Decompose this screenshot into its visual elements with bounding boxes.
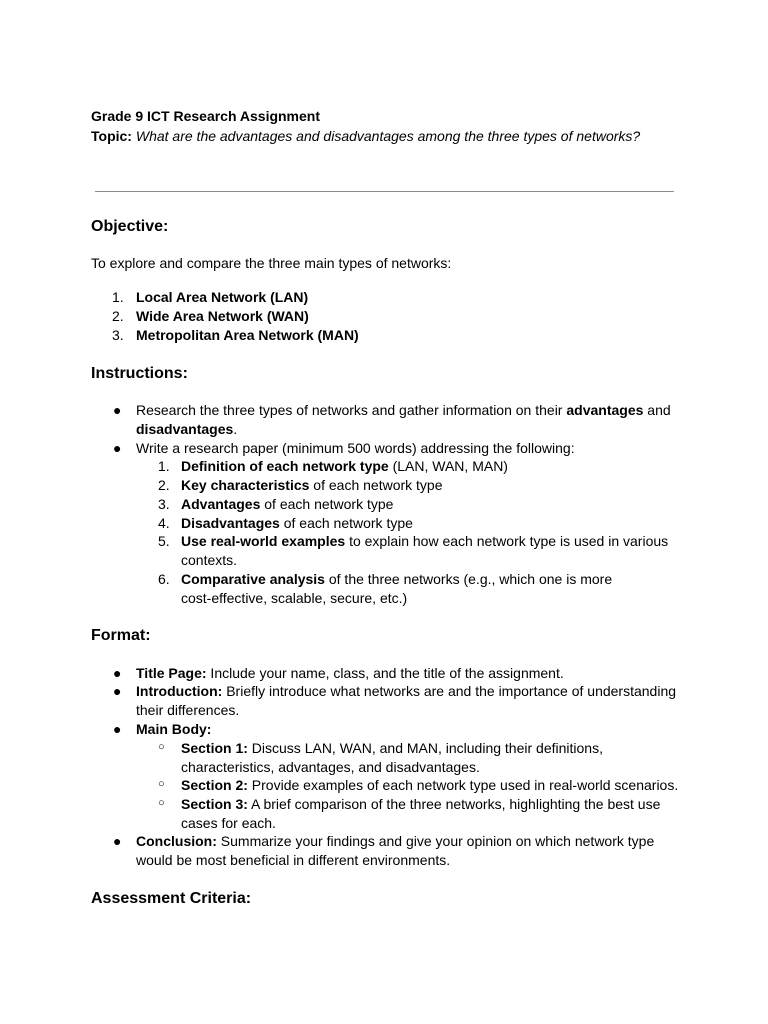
sub-item-cont: cost-effective, scalable, secure, etc.) (181, 590, 408, 606)
item-number: 1. (112, 289, 124, 305)
instruction-bullet-2: Write a research paper (minimum 500 words) addressing the following: (136, 440, 575, 456)
text-bold: Definition of each network type (181, 458, 389, 474)
bullet-icon: ● (113, 833, 122, 849)
sub-item (181, 515, 413, 531)
assessment-heading: Assessment Criteria: (91, 890, 252, 907)
text-bold: disadvantages (136, 421, 234, 437)
sub-item (181, 571, 612, 587)
text-bold: Comparative analysis (181, 571, 325, 587)
sub-item (181, 477, 443, 493)
topic-text: What are the advantages and disadvantages among the three types of networks? (135, 128, 641, 144)
text-bold: Title Page: (136, 665, 207, 681)
circle-bullet-icon: ○ (158, 778, 165, 790)
text-bold: Disadvantages (181, 515, 280, 531)
text-run: Research the three types of networks and gather information on their (136, 402, 567, 418)
bullet-icon: ● (113, 402, 122, 418)
bullet-icon: ● (113, 721, 122, 737)
sub-item-cont: contexts. (181, 552, 238, 568)
format-conclusion-cont: would be most beneficial in different environments. (136, 852, 451, 868)
text-bold: Section 2: (181, 777, 248, 793)
text-run: of each network type (309, 477, 443, 493)
format-conclusion (136, 833, 654, 849)
objective-item (112, 327, 359, 343)
document-title: Grade 9 ICT Research Assignment (91, 108, 321, 124)
format-section (181, 796, 660, 812)
text-bold: Section 1: (181, 740, 248, 756)
format-heading: Format: (91, 627, 151, 644)
objective-item (112, 289, 308, 305)
instruction-bullet-1 (136, 402, 671, 418)
instructions-heading: Instructions: (91, 365, 188, 382)
sub-item-number: 6. (158, 571, 170, 587)
topic-line (91, 128, 640, 144)
text-run: of each network type (279, 515, 413, 531)
text-bold: Main Body: (136, 721, 212, 737)
instruction-bullet-1-cont (136, 421, 237, 437)
text-run: and (643, 402, 671, 418)
format-introduction (136, 683, 676, 699)
text-run: Summarize your findings and give your opinion on which network type (216, 833, 655, 849)
format-section (181, 777, 678, 793)
item-text: Wide Area Network (WAN) (136, 308, 309, 324)
sub-item-number: 4. (158, 515, 170, 531)
topic-label: Topic: (91, 128, 132, 144)
text-run: Provide examples of each network type used in real-world scenarios. (247, 777, 679, 793)
text-bold: Key characteristics (181, 477, 310, 493)
format-section-cont: characteristics, advantages, and disadvantages. (181, 759, 480, 775)
circle-bullet-icon: ○ (158, 741, 165, 753)
item-number: 3. (112, 327, 124, 343)
sub-item-number: 5. (158, 533, 170, 549)
text-bold: Use real-world examples (181, 533, 346, 549)
text-bold: Section 3: (181, 796, 248, 812)
text-bold: Introduction: (136, 683, 223, 699)
text-bold: Advantages (181, 496, 261, 512)
text-bold: Conclusion: (136, 833, 217, 849)
item-text: Local Area Network (LAN) (136, 289, 309, 305)
text-run: of each network type (260, 496, 394, 512)
objective-heading: Objective: (91, 218, 169, 235)
format-introduction-cont: their differences. (136, 702, 240, 718)
format-title-page (136, 665, 564, 681)
sub-item-number: 3. (158, 496, 170, 512)
sub-item (181, 496, 393, 512)
bullet-icon: ● (113, 665, 122, 681)
item-text: Metropolitan Area Network (MAN) (136, 327, 359, 343)
text-run: of the three networks (e.g., which one is more (324, 571, 613, 587)
horizontal-divider (95, 191, 674, 192)
item-number: 2. (112, 308, 124, 324)
sub-item (181, 458, 508, 474)
sub-item (181, 533, 668, 549)
circle-bullet-icon: ○ (158, 797, 165, 809)
text-bold: advantages (566, 402, 644, 418)
sub-item-number: 1. (158, 458, 170, 474)
sub-item-number: 2. (158, 477, 170, 493)
format-main-body (136, 721, 211, 737)
text-run: Include your name, class, and the title of the assignment. (206, 665, 564, 681)
text-run: (LAN, WAN, MAN) (388, 458, 508, 474)
objective-item (112, 308, 309, 324)
bullet-icon: ● (113, 683, 122, 699)
text-run: . (233, 421, 238, 437)
format-section-cont: cases for each. (181, 815, 276, 831)
text-run: Briefly introduce what networks are and the importance of understanding (222, 683, 677, 699)
text-run: Discuss LAN, WAN, and MAN, including their definitions, (247, 740, 603, 756)
format-section (181, 740, 603, 756)
objective-intro: To explore and compare the three main types of networks: (91, 255, 452, 271)
text-run: A brief comparison of the three networks, highlighting the best use (247, 796, 661, 812)
text-run: to explain how each network type is used in various (345, 533, 669, 549)
bullet-icon: ● (113, 440, 122, 456)
